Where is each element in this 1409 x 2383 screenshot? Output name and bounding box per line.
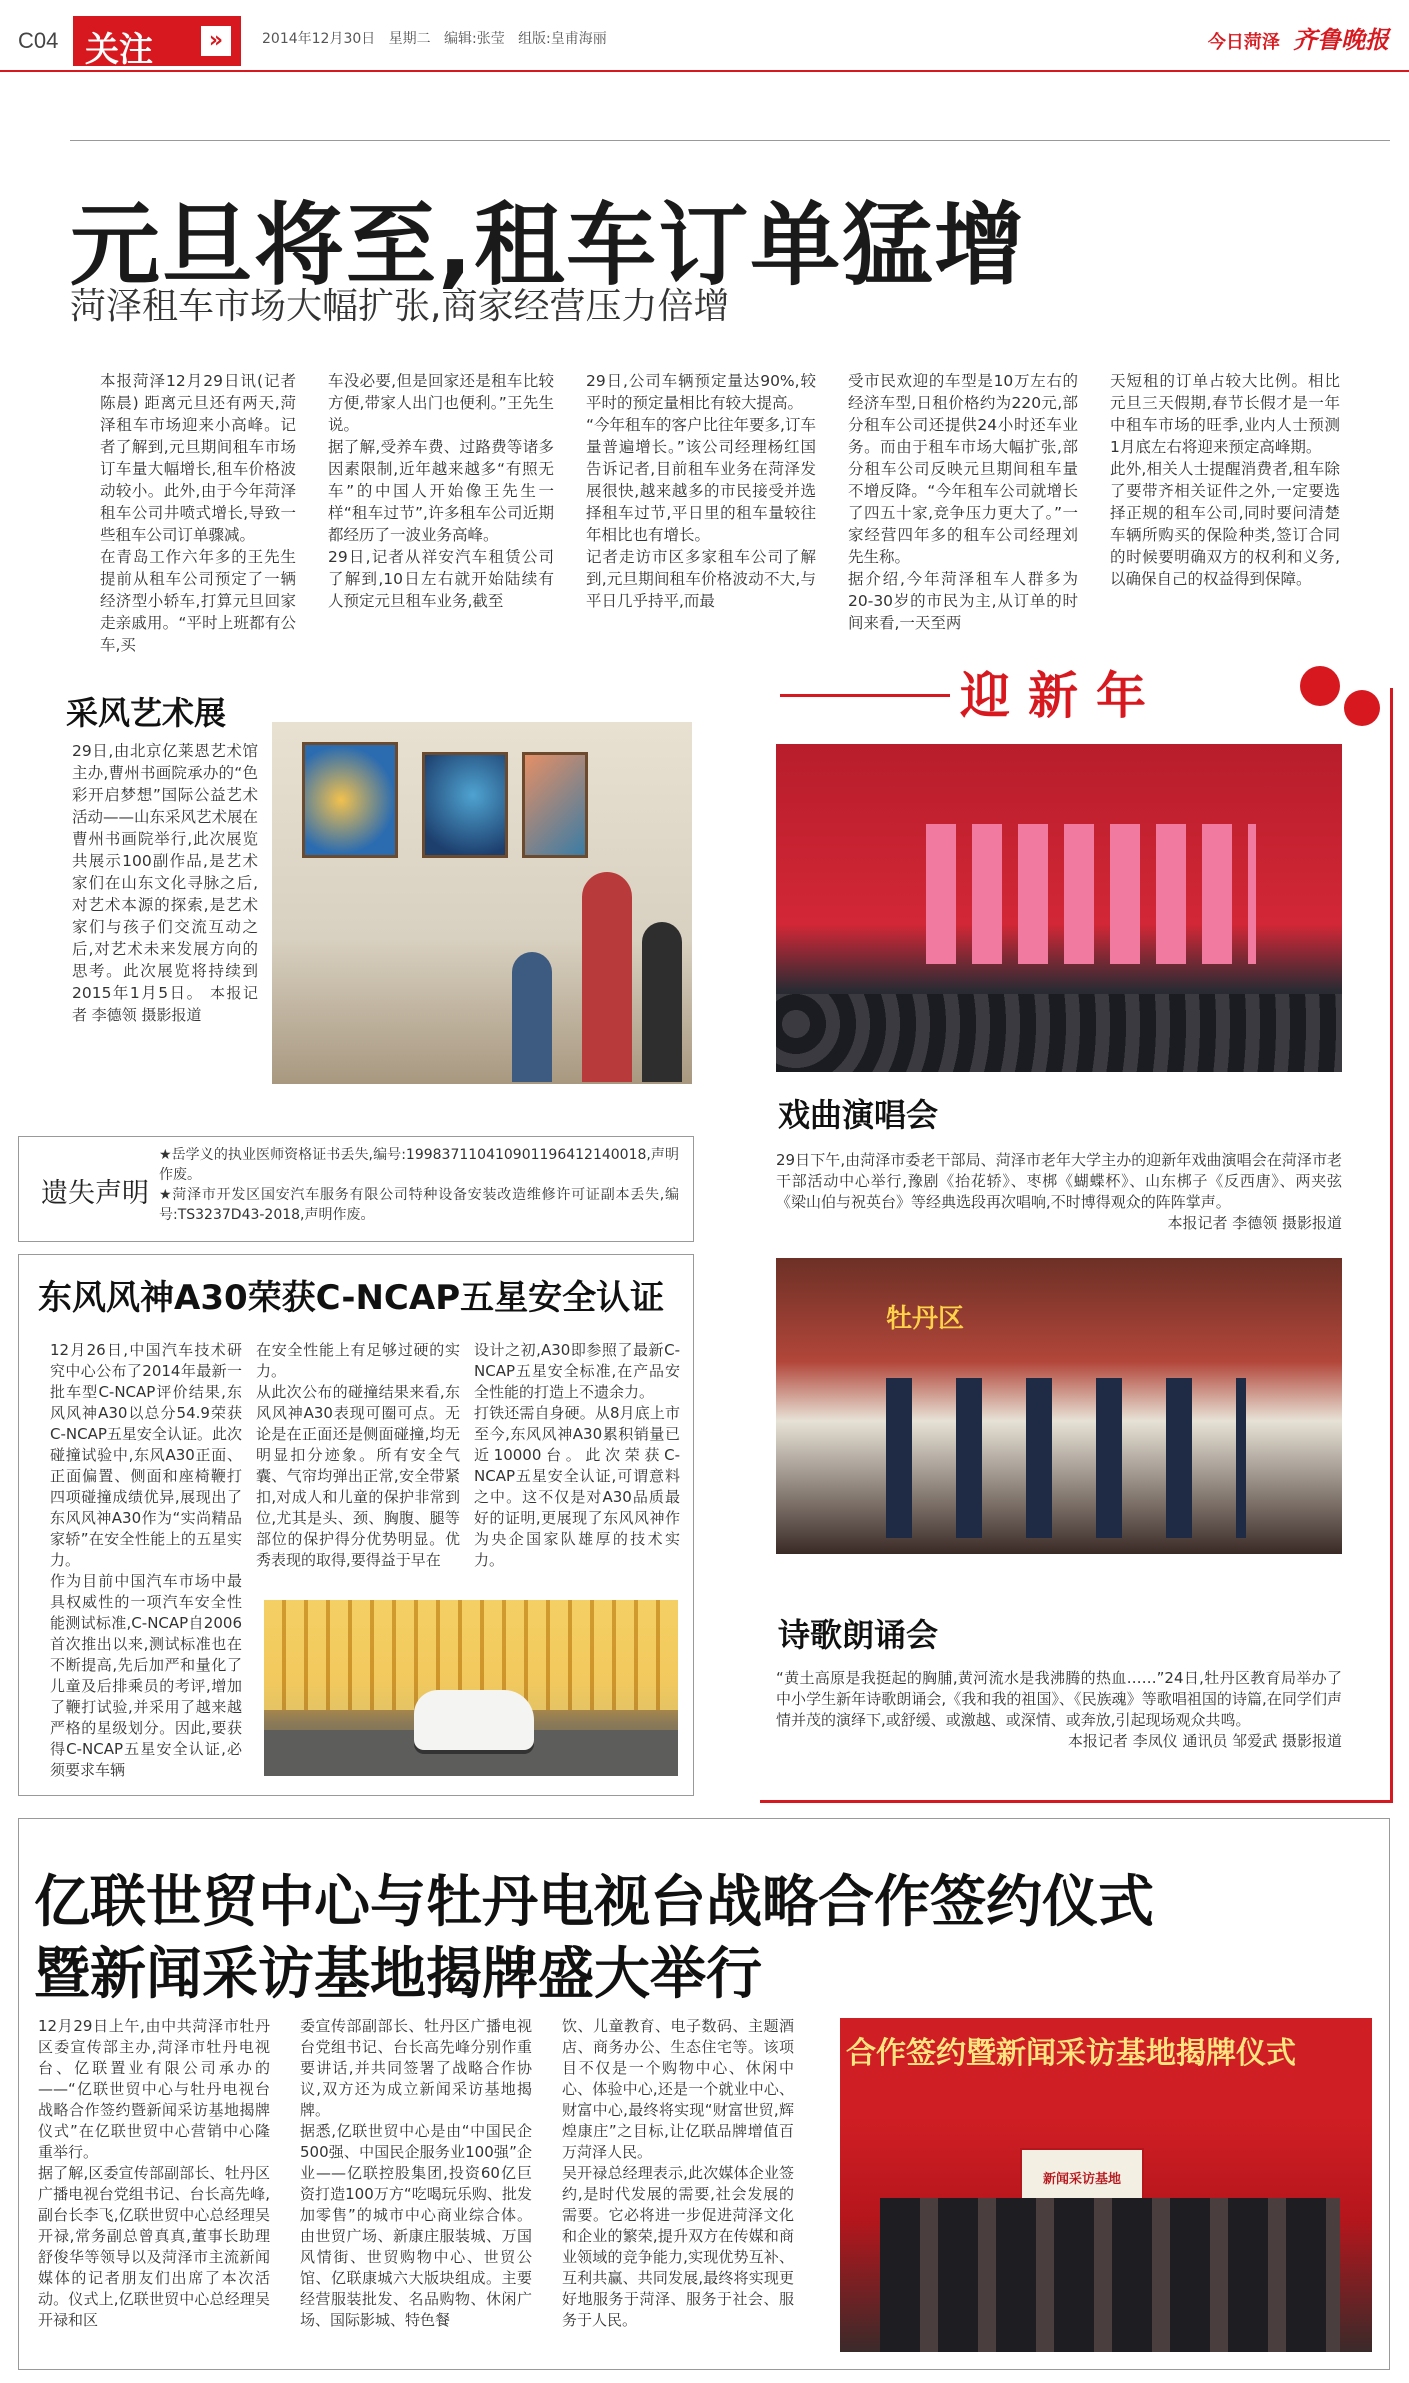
lost-notice-items	[159, 1145, 679, 1225]
students	[886, 1378, 1246, 1538]
poem-photo	[776, 1258, 1342, 1554]
visitor-figure	[512, 952, 552, 1082]
lost-notice-title: 遗失声明	[41, 1178, 149, 1209]
art-show-body: 29日,由北京亿莱恩艺术馆主办,曹州书画院承办的“色彩开启梦想”国际公益艺术活动——山东采风艺术展在曹州书画院举行,此次展览共展示100副作品,是艺术家们在山东文化寻脉之后,对艺术本源的探索,是艺术家们与孩子们交流互动之后,对艺术未来发展方向的思考。此次展览将持续到2015年1月5日。	[72, 742, 259, 1002]
editor: 编辑:张莹	[443, 31, 505, 47]
lead-col-3: 29日,公司车辆预定量达90%,较平时的预定量相比有较大提高。 “今年租车的客户比往年要多,订车量普遍增长。”该公司经理杨红国告诉记者,目前租车业务在菏泽发展很快,越来越多的市民接受并选择租车过节,平日里的租车量较往年相比也有增长。 记者走访市区多家租车公司了解到,元旦期间租车价格波动不大,与平日几乎持平,而最	[586, 372, 816, 610]
poem-body: “黄土高原是我挺起的胸脯,黄河流水是我沸腾的热血……”24日,牡丹区教育局举办了中小学生新年诗歌朗诵会,《我和我的祖国》、《民族魂》等歌唱祖国的诗篇,在同学们声情并茂的演绎下,或舒缓、或激越、或深情、或奔放,引起现场观众共鸣。	[776, 1669, 1342, 1729]
yilian-col-1: 12月29日上午,由中共菏泽市牡丹区委宣传部主办,菏泽市牡丹电视台、亿联置业有限公司承办的——“亿联世贸中心与牡丹电视台战略合作签约暨新闻采访基地揭牌仪式”在亿联世贸中心营销中心隆重举行。 据了解,区委宣传部副部长、牡丹区广播电视台党组书记、台长高先峰,副台长李飞,亿联世贸中心总经理吴开禄,常务副总曾真真,董事长助理舒俊华等领导以及菏泽市主流新闻媒体的记者朋友们出席了本次活动。仪式上,亿联世贸中心总经理吴开禄和区	[38, 2017, 270, 2329]
dongfeng-col-3: 设计之初,A30即参照了最新C-NCAP五星安全标准,在产品安全性能的打造上不遗余力。 打铁还需自身硬。从8月底上市至今,东风风神A30累积销量已近10000台。此次荣获C-NCAP五星安全认证,可谓意料之中。这不仅是对A30品质最好的证明,更展现了东风风神作为央企国家队雄厚的技术实力。	[474, 1341, 680, 1569]
opera-credit: 本报记者 李德领 摄影报道	[1167, 1214, 1342, 1232]
car	[414, 1690, 534, 1750]
poem-text	[776, 1668, 1342, 1758]
edition-name: 今日菏泽	[1207, 32, 1280, 53]
lead-col-1: 本报菏泽12月29日讯(记者 陈晨) 距离元旦还有两天,菏泽租车市场迎来小高峰。记者了解到,元旦期间租车市场订车量大幅增长,租车价格波动较小。此外,由于今年菏泽租车公司井喷式增长,导致一些租车公司订单骤减。 在青岛工作六年多的王先生提前从租车公司预定了一辆经济型小轿车,打算元旦回家走亲戚用。“平时上班都有公车,买	[100, 372, 296, 654]
yilian-headline-2: 暨新闻采访基地揭牌盛大举行	[34, 1942, 762, 2007]
dongfeng-col-1: 12月26日,中国汽车技术研究中心公布了2014年最新一批车型C-NCAP评价结果,东风风神A30以总分54.9荣获C-NCAP五星安全认证。此次碰撞试验中,东风A30正面、正面偏置、侧面和座椅鞭打四项碰撞成绩优异,展现出了东风风神A30作为“实尚精品家轿”在安全性能上的五星实力。 作为目前中国汽车市场中最具权威性的一项汽车安全性能测试标准,C-NCAP自2006首次推出以来,测试标准也在不断提高,先后加严和量化了儿童及后排乘员的考评,增加了鞭打试验,并采用了越来越严格的星级划分。因此,要获得C-NCAP五星安全认证,必须要求车辆	[50, 1341, 242, 1779]
yilian-col-3: 饮、儿童教育、电子数码、主题酒店、商务办公、生态住宅等。该项目不仅是一个购物中心、休闲中心、体验中心,还是一个就业中心、财富中心,最终将实现“财富世贸,辉煌康庄”之目标,让亿联品牌增值百万菏泽人民。 吴开禄总经理表示,此次媒体企业签约,是时代发展的需要,社会发展的需要。它必将进一步促进菏泽文化和企业的繁荣,提升双方在传媒和商业领域的竞争能力,实现优势互补、互利共赢、共同发展,最终将实现更好地服务于菏泽、服务于社会、服务于人民。	[562, 2017, 794, 2329]
art-show-photo	[272, 722, 692, 1084]
stage-sign: 牡丹区	[886, 1304, 965, 1334]
designer: 组版:皇甫海丽	[518, 31, 607, 47]
yilian-headline-1: 亿联世贸中心与牡丹电视台战略合作签约仪式	[34, 1870, 1154, 1935]
lost-notice-item: ★岳学义的执业医师资格证书丢失,编号:199837110410901196412140018,声明作废。	[159, 1147, 679, 1183]
ceremony-banner: 合作签约暨新闻采访基地揭牌仪式	[846, 2036, 1296, 2071]
header-info	[262, 28, 607, 48]
yilian-ceremony-photo	[840, 2018, 1372, 2352]
header-rule	[0, 70, 1409, 72]
dongfeng-title: 东风风神A30荣获C-NCAP五星安全认证	[38, 1278, 665, 1318]
art-show-text	[72, 740, 258, 1090]
lead-col-2: 车没必要,但是回家还是租车比较方便,带家人出门也便利。”王先生说。 据了解,受养车费、过路费等诸多因素限制,近年越来越多“有照无车”的中国人开始像王先生一样“租车过节”,许多租车公司近期都经历了一波业务高峰。 29日,记者从祥安汽车租赁公司了解到,10日左右就开始陆续有人预定元旦租车业务,截至	[328, 372, 554, 610]
ceremony-plaque: 新闻采访基地	[1020, 2148, 1144, 2212]
yilian-col-2: 委宣传部副部长、牡丹区广播电视台党组书记、台长高先峰分别作重要讲话,并共同签署了战略合作协议,双方还为成立新闻采访基地揭牌。 据悉,亿联世贸中心是由“中国民企500强、中国民企服务业100强”企业——亿联控股集团,投资60亿巨资打造100万方“吃喝玩乐购、批发加零售”的城市中心商业综合体。由世贸广场、新康庄服装城、万国风情街、世贸购物中心、世贸公馆、亿联康城六大版块组成。主要经营服装批发、名品购物、休闲广场、国际影城、特色餐	[300, 2017, 532, 2329]
lead-col-5: 天短租的订单占较大比例。相比元旦三天假期,春节长假才是一年中租车市场的旺季,业内人士预测1月底左右将迎来预定高峰期。 此外,相关人士提醒消费者,租车除了要带齐相关证件之外,一定要选择正规的租车公司,同时要问清楚车辆所购买的保险种类,签订合同的时候要明确双方的权利和义务,以确保自己的权益得到保障。	[1110, 372, 1340, 588]
painting	[302, 742, 398, 858]
opera-text	[776, 1150, 1342, 1238]
issue-date: 2014年12月30日	[262, 31, 376, 47]
lead-subhead: 菏泽租车市场大幅扩张,商家经营压力倍增	[70, 286, 730, 327]
lost-notice-box	[18, 1136, 694, 1242]
masthead	[1208, 20, 1389, 55]
poem-credit: 本报记者 李凤仪 通讯员 邹爱武 摄影报道	[1067, 1732, 1342, 1750]
visitor-figure	[582, 872, 632, 1082]
audience	[776, 994, 1342, 1072]
stage-performers	[926, 824, 1256, 964]
lead-col-4: 受市民欢迎的车型是10万左右的经济车型,日租价格约为220元,部分租车公司还提供24小时还车业务。而由于租车市场大幅扩张,部分租车公司反映元旦期间租车量不增反降。“今年租车公司就增长了四五十家,竞争压力更大了。”一家经营四年多的租车公司经理刘先生称。 据介绍,今年菏泽租车人群多为20-30岁的市民为主,从订单的时间来看,一天至两	[848, 372, 1078, 632]
visitor-figure	[642, 922, 682, 1082]
double-chevron-icon: »	[201, 26, 231, 56]
section-tab	[73, 16, 241, 70]
paper-logo: 齐鲁晚报	[1293, 25, 1389, 54]
painting	[422, 752, 508, 858]
opera-body: 29日下午,由菏泽市委老干部局、菏泽市老年大学主办的迎新年戏曲演唱会在菏泽市老干部活动中心举行,豫剧《抬花轿》、枣梆《蝴蝶杯》、山东梆子《反西唐》、两夹弦《梁山伯与祝英台》等经典选段再次唱响,不时博得观众的阵阵掌声。	[776, 1151, 1342, 1211]
opera-title: 戏曲演唱会	[778, 1096, 939, 1134]
art-show-credit: 本报记者 李德领 摄影报道	[72, 984, 258, 1024]
page-number: C04	[18, 28, 59, 53]
art-show-title: 采风艺术展	[66, 694, 227, 732]
lost-notice-item: ★菏泽市开发区国安汽车服务有限公司特种设备安装改造维修许可证副本丢失,编号:TS3237D43-2018,声明作废。	[159, 1187, 679, 1223]
opera-photo	[776, 744, 1342, 1072]
top-divider	[70, 140, 1390, 141]
new-year-banner: 迎新年	[960, 666, 1164, 725]
dongfeng-car-photo	[264, 1600, 678, 1776]
dongfeng-col-2: 在安全性能上有足够过硬的实力。 从此次公布的碰撞结果来看,东风风神A30表现可圈可点。无论是在正面还是侧面碰撞,均无明显扣分迹象。所有安全气囊、气帘均弹出正常,安全带紧扣,对成人和儿童的保护非常到位,尤其是头、颈、胸腹、腿等部位的保护得分优势明显。优秀表现的取得,要得益于早在	[256, 1341, 460, 1569]
section-label: 关注	[85, 30, 153, 70]
issue-weekday: 星期二	[388, 31, 431, 47]
lead-headline: 元旦将至,租车订单猛增	[70, 193, 1027, 298]
painting	[522, 752, 588, 858]
dignitaries	[880, 2198, 1340, 2352]
poem-title: 诗歌朗诵会	[778, 1616, 939, 1654]
